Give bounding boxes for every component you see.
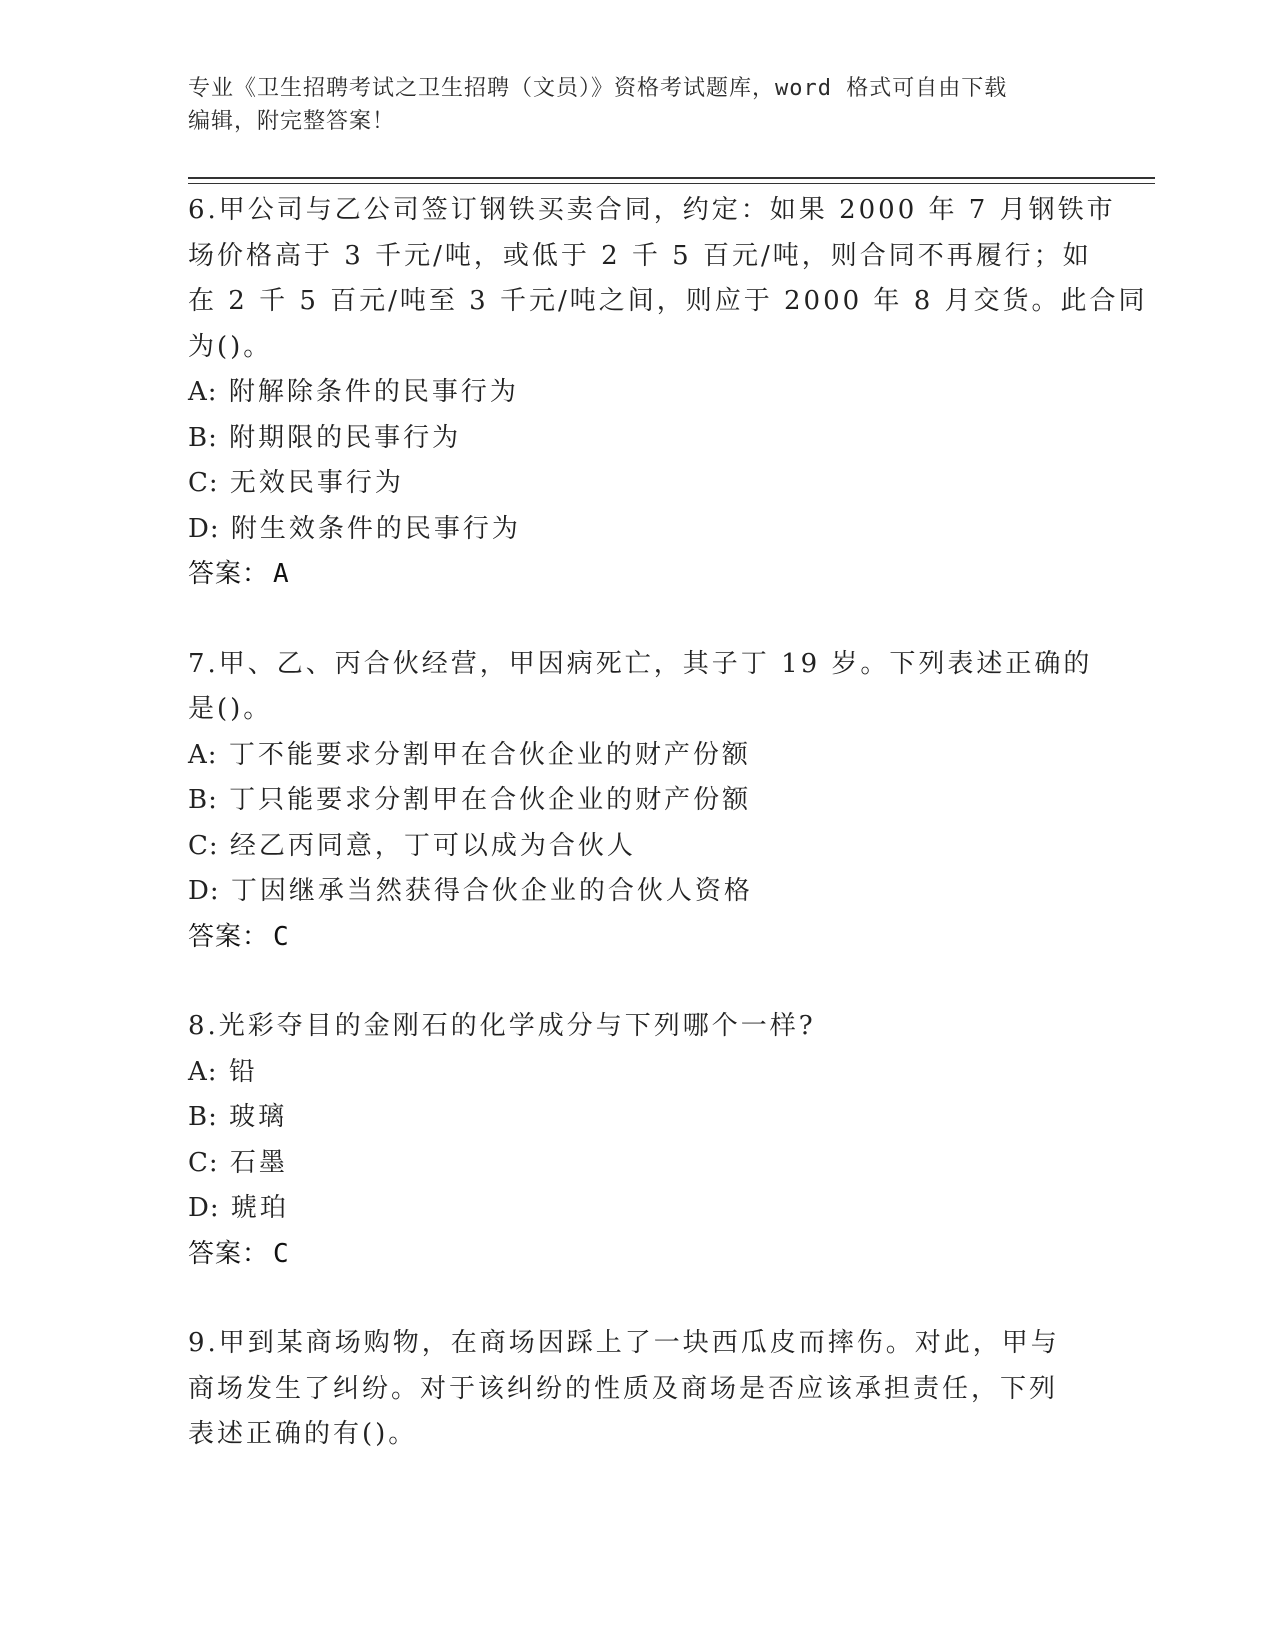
option-key: C: [188,468,219,498]
question-8-option-a [188,1050,1088,1096]
answer-label: 答案： [188,921,270,952]
option-key: A: [188,1056,218,1087]
option-key: D: [188,513,220,544]
question-7-option-c [188,824,1088,870]
question-8-option-c [188,1141,1088,1187]
header-divider-thin [188,183,1155,184]
option-key: B: [188,1102,218,1132]
question-6-text-line-2: 场价格高于 3 千元/吨，或低于 2 千 5 百元/吨，则合同不再履行；如 [188,240,1092,271]
option-text: 无效民事行为 [229,468,404,498]
option-text: 铅 [228,1056,258,1087]
header-divider-thick [188,177,1155,179]
option-key: B: [188,422,218,453]
option-key: D: [188,876,220,906]
question-8-option-d [188,1186,1088,1232]
question-6-option-d [188,507,1088,553]
question-9-text-line-3: 表述正确的有()。 [188,1419,418,1449]
option-text: 玻璃 [229,1102,288,1132]
option-text: 石墨 [229,1147,288,1178]
answer-value: C [273,1238,290,1269]
question-7-option-a [188,733,1088,779]
option-text: 丁只能要求分割甲在合伙企业的财产份额 [229,785,752,815]
question-6-option-a [188,370,1088,416]
option-key: A: [188,739,218,770]
option-key: B: [188,785,218,815]
question-8-option-b [188,1095,1088,1141]
question-spacer [188,960,1088,1004]
question-list [188,188,1148,1458]
question-6-text-line-3: 在 2 千 5 百元/吨至 3 千元/吨之间，则应于 2000 年 8 月交货。此合同 [188,286,1148,316]
header-line-2: 编辑，附完整答案！ [188,109,396,134]
question-6-option-c [188,461,1088,507]
answer-label: 答案： [188,1238,270,1269]
option-text: 琥珀 [230,1193,289,1223]
question-7-answer [188,915,1088,961]
document-header [188,72,1088,138]
option-key: A: [188,377,218,407]
question-8 [188,1004,1088,1277]
question-7 [188,642,1093,961]
question-spacer [188,598,1088,642]
option-text: 附解除条件的民事行为 [228,377,519,407]
question-7-option-b [188,778,1088,824]
option-key: D: [188,1193,220,1223]
question-6-answer [188,552,1088,598]
answer-value: A [273,559,290,589]
answer-label: 答案： [188,559,270,589]
question-6-option-b [188,416,1088,462]
question-9-text-line-2: 商场发生了纠纷。对于该纠纷的性质及商场是否应该承担责任，下列 [188,1373,1059,1404]
question-6-text-line-4: 为()。 [188,331,273,362]
option-key: C: [188,1147,219,1178]
question-7-text-line-1: 7.甲、乙、丙合伙经营，甲因病死亡，其子丁 19 岁。下列表述正确的 [188,648,1093,679]
option-text: 附生效条件的民事行为 [230,513,521,544]
question-6-text-line-1: 6.甲公司与乙公司签订钢铁买卖合同，约定：如果 2000 年 7 月钢铁市 [188,195,1116,225]
question-8-text-line-1: 8.光彩夺目的金刚石的化学成分与下列哪个一样? [188,1011,816,1041]
option-key: C: [188,830,219,861]
option-text: 经乙丙同意，丁可以成为合伙人 [229,830,636,861]
option-text: 丁因继承当然获得合伙企业的合伙人资格 [230,876,753,906]
question-8-answer [188,1232,1088,1278]
header-line-1: 专业《卫生招聘考试之卫生招聘（文员）》资格考试题库，word 格式可自由下载 [188,76,1008,101]
option-text: 附期限的民事行为 [229,422,462,453]
question-7-text-line-2: 是()。 [188,694,273,724]
question-9 [188,1321,1088,1458]
question-spacer [188,1277,1088,1321]
question-9-text-line-1: 9.甲到某商场购物，在商场因踩上了一块西瓜皮而摔伤。对此，甲与 [188,1328,1060,1358]
question-6 [188,188,1148,598]
option-text: 丁不能要求分割甲在合伙企业的财产份额 [228,739,751,770]
question-7-option-d [188,869,1088,915]
answer-value: C [273,921,290,952]
